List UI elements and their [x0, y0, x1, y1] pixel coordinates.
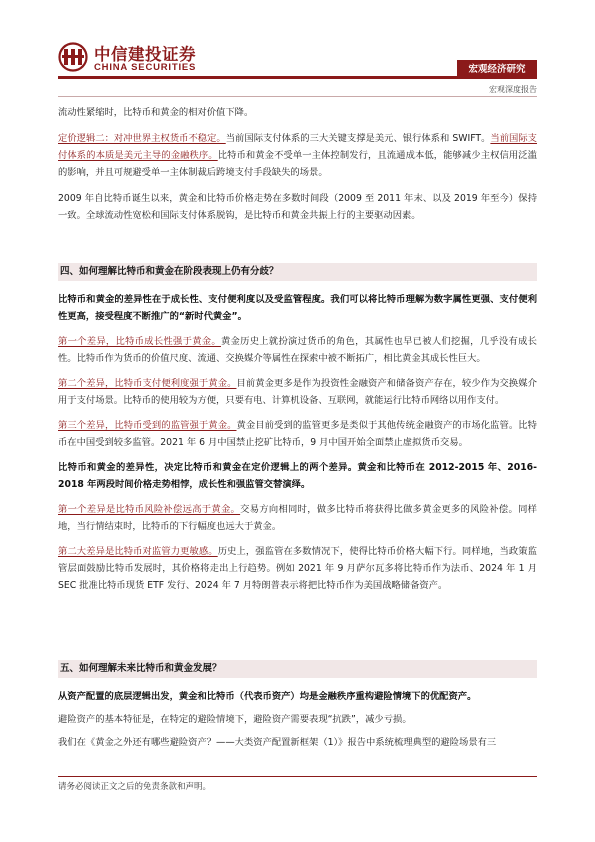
subheader-divider — [58, 96, 537, 97]
underlined-heading: 当前国际支付体系的本质是美元主导的金融秩序。 — [58, 133, 537, 161]
underlined-heading: 第二大差异是比特币对监管力更敏感。 — [58, 546, 218, 557]
bold-paragraph: 比特币和黄金的差异性在于成长性、支付便利度以及受监管程度。我们可以将比特币理解为数字属性更强、支付便利性更高，接受程度不断推广的“新时代黄金”。 — [58, 294, 537, 322]
paragraph-text: 目前黄金更多是作为投资性金融资产和储备资产存在，较少作为交换媒介用于支付场景。比特币的使用较为方便，只要有电、计算机设备、互联网，就能运行比特币网络以用作支付。 — [58, 378, 537, 406]
paragraph-text: 历史上，强监管在多数情况下，使得比特币价格大幅下行。同样地，当政策监管层面鼓励比特币发展时，其价格将走出上行趋势。例如 2021 年 9 月萨尔瓦多将比特币作为法币、2024 年 1 月 SEC 批准比特币现货 ETF 发行、2024 年 7 月特朗普表示将把比特币作为美国战略储备资产。 — [58, 546, 537, 591]
paragraph: 流动性紧缩时，比特币和黄金的相对价值下降。 — [58, 107, 254, 118]
underlined-heading: 第一个差异是比特币风险补偿远高于黄金。 — [58, 504, 241, 515]
body-block-1 — [58, 104, 537, 224]
paragraph: 2009 年自比特币诞生以来，黄金和比特币价格走势在多数时间段（2009 至 2011 年末、以及 2019 年至今）保持一致。全球流动性宽松和国际支付体系脱钩，是比特币和黄金共振上行的主要驱动因素。 — [58, 193, 537, 221]
report-category-tab: 宏观经济研究 — [457, 60, 537, 79]
paragraph — [58, 417, 537, 451]
paragraph-text: 黄金历史上就扮演过货币的角色，其属性也早已被人们挖掘，几乎没有成长性。比特币作为货币的价值尺度、流通、交换媒介等属性在探索中被不断拓广，相比黄金其成长性巨大。 — [58, 336, 537, 364]
paragraph — [58, 333, 537, 367]
report-type-label: 宏观深度报告 — [489, 85, 537, 94]
paragraph — [58, 375, 537, 409]
body-block-2 — [58, 291, 537, 594]
underlined-heading: 第二个差异，比特币支付便利度强于黄金。 — [58, 378, 237, 389]
underlined-heading: 第一个差异，比特币成长性强于黄金。 — [58, 336, 221, 347]
paragraph-text: 当前国际支付体系的三大关键支撑是美元、银行体系和 SWIFT。 — [225, 133, 491, 144]
paragraph: 我们在《黄金之外还有哪些避险资产？——大类资产配置新框架（1）》报告中系统梳理典型的避险场景有三 — [58, 737, 497, 748]
underlined-heading: 第三个差异，比特币受到的监管强于黄金。 — [58, 420, 237, 431]
bold-paragraph: 从资产配置的底层逻辑出发，黄金和比特币（代表币资产）均是金融秩序重构避险情境下的优配资产。 — [58, 691, 477, 702]
footer-divider — [58, 776, 537, 777]
brand-name-en: CHINA SECURITIES — [94, 62, 197, 73]
china-securities-logo-icon — [58, 42, 88, 72]
underlined-heading: 定价逻辑二：对冲世界主权货币不稳定。 — [58, 133, 226, 144]
body-block-3 — [58, 688, 537, 751]
brand-name-cn: 中信建投证券 — [94, 45, 196, 64]
paragraph — [58, 130, 537, 181]
footer-disclaimer: 请务必阅读正文之后的免责条款和声明。 — [58, 782, 212, 792]
header-divider — [58, 76, 537, 79]
page-header — [0, 0, 595, 92]
paragraph — [58, 543, 537, 594]
paragraph-text: 交易方向相同时，做多比特币将获得比做多黄金更多的风险补偿。同样地，当行情结束时，比特币的下行幅度也远大于黄金。 — [58, 504, 537, 532]
paragraph-text: 比特币和黄金不受单一主体控制发行，且流通成本低，能够减少主权信用泛滥的影响，并且可规避受单一主体制裁后跨境支付手段缺失的场景。 — [58, 150, 537, 178]
bold-paragraph: 比特币和黄金的差异性，决定比特币和黄金在定价逻辑上的两个差异。黄金和比特币在 2012-2015 年、2016-2018 年两段时间价格走势相悖，成长性和强监管交替演绎。 — [58, 462, 537, 490]
paragraph: 避险资产的基本特征是，在特定的避险情境下，避险资产需要表现“抗跌”，减少亏损。 — [58, 714, 412, 725]
paragraph — [58, 501, 537, 535]
section-heading-4: 四、如何理解比特币和黄金在阶段表现上仍有分歧？ — [58, 263, 537, 281]
paragraph-text: 黄金目前受到的监管更多是类似于其他传统金融资产的市场化监管。比特币在中国受到较多监管。2021 年 6 月中国禁止挖矿比特币，9 月中国开始全面禁止虚拟货币交易。 — [58, 420, 537, 448]
section-heading-5: 五、如何理解未来比特币和黄金发展？ — [58, 660, 537, 678]
